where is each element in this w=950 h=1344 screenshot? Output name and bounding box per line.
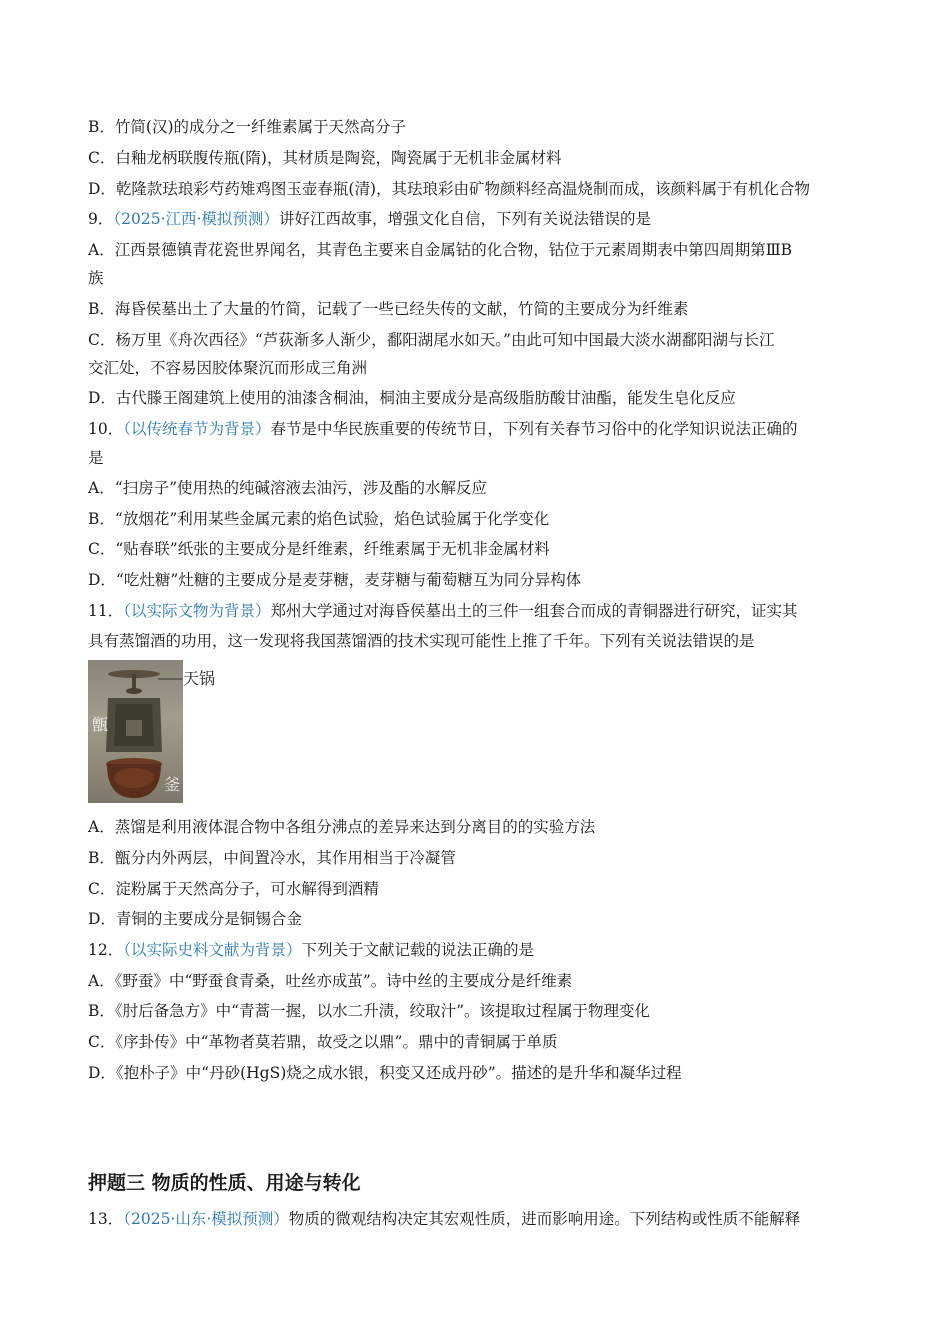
q10-source-tag: （以传统春节为背景） bbox=[123, 420, 271, 438]
q10-stem-text: 春节是中华民族重要的传统节日，下列有关春节习俗中的化学知识说法正确的 bbox=[270, 420, 798, 438]
q11-number: 11． bbox=[88, 602, 124, 620]
q12-option-d: D．《抱朴子》中“丹砂(HgS)烧之成水银，积变又还成丹砂”。描述的是升华和凝华过程 bbox=[88, 1064, 682, 1082]
q13-number: 13． bbox=[88, 1210, 124, 1228]
label-tianguo: 天锅 bbox=[183, 669, 216, 688]
q8-option-c: C．白釉龙柄联腹传瓶(隋)，其材质是陶瓷，陶瓷属于无机非金属材料 bbox=[88, 149, 562, 167]
q9-option-a: A．江西景德镇青花瓷世界闻名，其青色主要来自金属钴的化合物，钴位于元素周期表中第四周期第ⅢB bbox=[88, 241, 793, 259]
fu-sheen bbox=[114, 768, 154, 788]
q10-option-c: C．“贴春联”纸张的主要成分是纤维素，纤维素属于无机非金属材料 bbox=[88, 540, 550, 558]
q9-source-tag: （2025·江西·模拟预测） bbox=[113, 210, 279, 228]
q13-stem-text: 物质的微观结构决定其宏观性质，进而影响用途。下列结构或性质不能解释 bbox=[288, 1210, 801, 1228]
q9-option-a-cont: 族 bbox=[88, 269, 104, 287]
q12-option-c: C．《序卦传》中“革物者莫若鼎，故受之以鼎”。鼎中的青铜属于单质 bbox=[88, 1033, 558, 1051]
q11-stem-text: 郑州大学通过对海昏侯墓出土的三件一组套合而成的青铜器进行研究，证实其 bbox=[270, 602, 798, 620]
q9-stem-text: 讲好江西故事，增强文化自信，下列有关说法错误的是 bbox=[278, 210, 651, 228]
q9-option-c: C．杨万里《舟次西径》“芦荻渐多人渐少，鄱阳湖尾水如天。”由此可知中国最大淡水湖鄱阳湖与长江 bbox=[88, 331, 775, 349]
q10-option-d: D．“吃灶糖”灶糖的主要成分是麦芽糖，麦芽糖与葡萄糖互为同分异构体 bbox=[88, 571, 582, 589]
q9-option-b: B．海昏侯墓出土了大量的竹简，记载了一些已经失传的文献，竹简的主要成分为纤维素 bbox=[88, 300, 689, 318]
q11-option-c: C．淀粉属于天然高分子，可水解得到酒精 bbox=[88, 880, 379, 898]
label-fu: 釜 bbox=[164, 775, 181, 794]
q12-stem-text: 下列关于文献记载的说法正确的是 bbox=[301, 941, 535, 959]
label-zeng: 甑 bbox=[92, 715, 109, 734]
q11-stem-cont: 具有蒸馏酒的功用，这一发现将我国蒸馏酒的技术实现可能性上推了千年。下列有关说法错误的是 bbox=[88, 632, 755, 650]
tianguo-pointer bbox=[88, 660, 238, 700]
q12-number: 12． bbox=[88, 941, 124, 959]
q13-source-tag: （2025·山东·模拟预测） bbox=[123, 1210, 289, 1228]
q9-option-d: D．古代滕王阁建筑上使用的油漆含桐油，桐油主要成分是高级脂肪酸甘油酯，能发生皂化反应 bbox=[88, 389, 736, 407]
bronze-still-figure bbox=[88, 660, 238, 805]
q11-option-b: B．甑分内外两层，中间置冷水，其作用相当于冷凝管 bbox=[88, 849, 456, 867]
q10-stem bbox=[88, 419, 868, 439]
q11-source-tag: （以实际文物为背景） bbox=[123, 602, 271, 620]
q8-option-d: D．乾隆款珐琅彩芍药雉鸡图玉壶春瓶(清)，其珐琅彩由矿物颜料经高温烧制而成，该颜料属于有机化合物 bbox=[88, 180, 811, 198]
zeng-plate bbox=[126, 720, 142, 736]
q10-stem-cont: 是 bbox=[88, 449, 104, 467]
q9-stem bbox=[88, 209, 868, 229]
q13-stem bbox=[88, 1209, 868, 1229]
q11-option-d: D．青铜的主要成分是铜锡合金 bbox=[88, 910, 302, 928]
q10-number: 10． bbox=[88, 420, 124, 438]
section-heading: 押题三 物质的性质、用途与转化 bbox=[88, 1172, 361, 1194]
q9-number: 9． bbox=[88, 210, 114, 228]
q11-option-a: A．蒸馏是利用液体混合物中各组分沸点的差异来达到分离目的的实验方法 bbox=[88, 818, 596, 836]
q9-option-c-cont: 交汇处，不容易因胶体聚沉而形成三角洲 bbox=[88, 359, 368, 377]
q12-option-a: A．《野蚕》中“野蚕食青桑，吐丝亦成茧”。诗中丝的主要成分是纤维素 bbox=[88, 972, 573, 990]
q12-option-b: B．《肘后备急方》中“青蒿一握，以水二升渍，绞取汁”。该提取过程属于物理变化 bbox=[88, 1002, 650, 1020]
q12-stem bbox=[88, 940, 868, 960]
q10-option-b: B．“放烟花”利用某些金属元素的焰色试验，焰色试验属于化学变化 bbox=[88, 510, 550, 528]
q8-option-b: B．竹简(汉)的成分之一纤维素属于天然高分子 bbox=[88, 118, 406, 136]
q10-option-a: A．“扫房子”使用热的纯碱溶液去油污，涉及酯的水解反应 bbox=[88, 479, 488, 497]
q11-stem bbox=[88, 601, 868, 621]
q12-source-tag: （以实际史料文献为背景） bbox=[123, 941, 302, 959]
